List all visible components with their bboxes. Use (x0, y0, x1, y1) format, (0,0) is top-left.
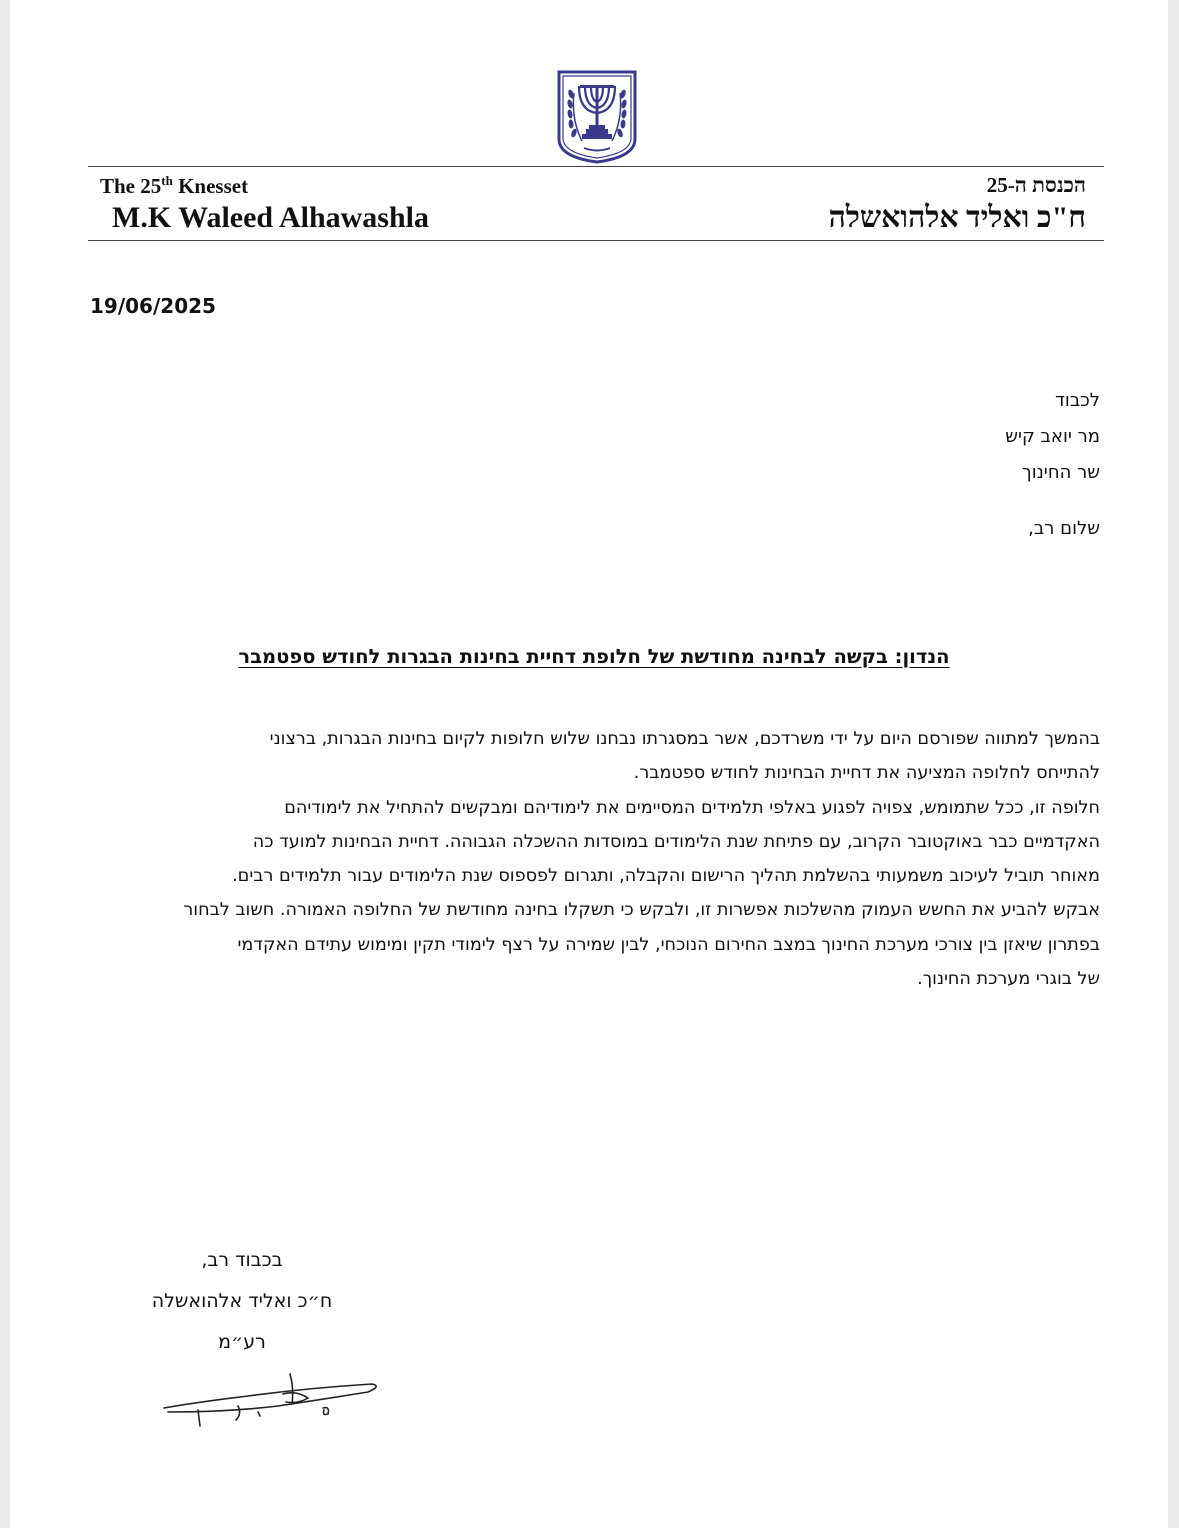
addressee-line: מר יואב קיש (1005, 426, 1100, 447)
closing-block (150, 1240, 334, 1363)
greeting: שלום רב, (1028, 518, 1100, 539)
addressee-line: שר החינוך (1022, 462, 1100, 483)
body-line: של בוגרי מערכת החינוך. (917, 969, 1100, 990)
body-line: האקדמיים כבר באוקטובר הקרוב, עם פתיחת שנת הלימודים במוסדות ההשכלה הגבוהה. דחיית הבחינות למועד כה (252, 831, 1100, 852)
body-line: אבקש להביע את החשש העמוק מהשלכות אפשרות זו, ולבקש כי תשקלו בחינה מחודשת של החלופה האמורה. חשוב לבחור (183, 900, 1100, 921)
header-rule-bottom (88, 240, 1104, 241)
member-name-en: M.K Waleed Alhawashla (112, 201, 429, 234)
closing-line: רע״מ (218, 1331, 266, 1353)
addressee-block (1005, 383, 1100, 491)
knesset-title-he: הכנסת ה-25 (986, 173, 1086, 197)
knesset-title-en: The 25th Knesset (100, 173, 249, 198)
handwritten-signature-icon (158, 1366, 388, 1438)
header-rule-top (88, 166, 1104, 167)
closing-line: בכבוד רב, (201, 1249, 283, 1271)
body-line: מאוחר תוביל לעיכוב משמעותי בהשלמת תהליך הרישום והקבלה, ותגרום לפספוס שנת הלימודים עבור תלמידים רבים. (232, 866, 1100, 887)
letter-page (10, 0, 1168, 1528)
addressee-line: לכבוד (1055, 390, 1100, 411)
letter-body (183, 722, 1100, 996)
body-line: להתייחס לחלופה המציעה את דחיית הבחינות לחודש ספטמבר. (633, 763, 1100, 784)
letter-date: 19/06/2025 (90, 294, 216, 318)
closing-line: ח״כ ואליד אלהואשלה (151, 1290, 333, 1312)
member-name-he: ח"כ ואליד אלהואשלה (828, 201, 1086, 234)
subject-line: הנדון: בקשה לבחינה מחודשת של חלופת דחיית בחינות הבגרות לחודש ספטמבר (238, 645, 950, 668)
knesset-menorah-emblem-icon (556, 69, 638, 165)
body-line: בהמשך למתווה שפורסם היום על ידי משרדכם, אשר במסגרתו נבחנו שלוש חלופות לקיום בחינות הבגרות, ברצוני (269, 729, 1100, 749)
body-line: בפתרון שיאזן בין צורכי מערכת החינוך במצב החירום הנוכחי, לבין שמירה על רצף לימודי תקין ומימוש עתידם האקדמי (237, 934, 1100, 955)
body-line: חלופה זו, ככל שתמומש, צפויה לפגוע באלפי תלמידים המסיימים את לימודיהם ומבקשים להתחיל את לימודיהם (284, 797, 1100, 818)
